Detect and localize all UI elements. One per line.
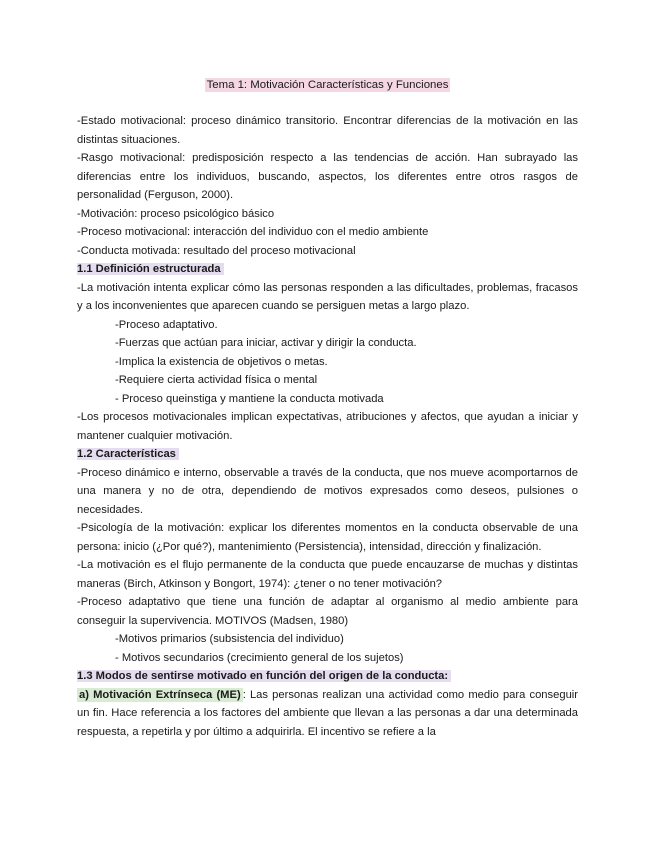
section-heading-1-3: [77, 667, 578, 686]
section-paragraph: [77, 686, 578, 742]
section-paragraph: -La motivación intenta explicar cómo las personas responden a las dificultades, problemas, fracasos y a los inconvenientes que aparecen cuando se persiguen metas a largo plazo.: [77, 281, 578, 312]
section-heading-text: 1.2 Características: [77, 448, 179, 460]
section-heading-text: 1.1 Definición estructurada: [77, 263, 224, 275]
document-title: [77, 76, 578, 94]
subsection-label: a) Motivación Extrínseca (ME): [79, 688, 241, 701]
section-paragraph: -Psicología de la motivación: explicar los diferentes momentos en la conducta observable de una persona: inicio (¿Por qué?), mantenimiento (Persistencia), intensidad, dirección y finalización.: [77, 522, 578, 553]
subsection-text: : Las personas realizan una actividad como medio para conseguir un fin. Hace referencia a los factores del ambiente que llevan a las personas a dar una determinada respuesta, a repetirla y por último a adquirirla. El incentivo se refiere a la: [77, 688, 579, 738]
intro-paragraph: -Conducta motivada: resultado del proceso motivacional: [77, 244, 356, 257]
list-item: -Proceso adaptativo.: [115, 318, 218, 331]
list-item: - Proceso queinstiga y mantiene la conducta motivada: [115, 392, 384, 405]
title-text: Tema 1: Motivación Características y Funciones: [206, 79, 449, 91]
document-page: [77, 76, 578, 741]
list-item: -Fuerzas que actúan para iniciar, activar y dirigir la conducta.: [115, 337, 417, 349]
intro-paragraph: -Rasgo motivacional: predisposición respecto a las tendencias de acción. Han subrayado las diferencias entre los individuos, buscando, aspectos, los diferentes entre otros rasgos de personalidad (Ferguson, 2000).: [77, 152, 578, 201]
list-item: -Implica la existencia de objetivos o metas.: [115, 355, 328, 368]
intro-paragraph: -Estado motivacional: proceso dinámico transitorio. Encontrar diferencias de la motivación en las distintas situaciones.: [77, 115, 578, 146]
section-paragraph: -Los procesos motivacionales implican expectativas, atribuciones y afectos, que ayudan a iniciar y mantener cualquier motivación.: [77, 411, 578, 442]
intro-paragraph: -Proceso motivacional: interacción del individuo con el medio ambiente: [77, 226, 429, 238]
section-heading-1-1: [77, 260, 578, 279]
section-heading-1-2: [77, 445, 578, 464]
list-item: - Motivos secundarios (crecimiento general de los sujetos): [115, 651, 404, 664]
section-heading-text: 1.3 Modos de sentirse motivado en función del origen de la conducta:: [77, 670, 451, 682]
section-paragraph: -Proceso adaptativo que tiene una función de adaptar al organismo al medio ambiente para conseguir la supervivencia. MOTIVOS (Madsen, 1980): [77, 596, 578, 627]
section-paragraph: -La motivación es el flujo permanente de la conducta que puede encauzarse de muchas y distintas maneras (Birch, Atkinson y Bongort, 1974): ¿tener o no tener motivación?: [77, 559, 578, 590]
list-item: -Motivos primarios (subsistencia del individuo): [115, 633, 344, 645]
section-paragraph: -Proceso dinámico e interno, observable a través de la conducta, que nos mueve acomportarnos de una manera y no de otra, dependiendo de motivos expresados como deseos, pulsiones o necesidades.: [77, 466, 578, 516]
list-item: -Requiere cierta actividad física o mental: [115, 374, 318, 386]
intro-paragraph: -Motivación: proceso psicológico básico: [77, 207, 275, 220]
